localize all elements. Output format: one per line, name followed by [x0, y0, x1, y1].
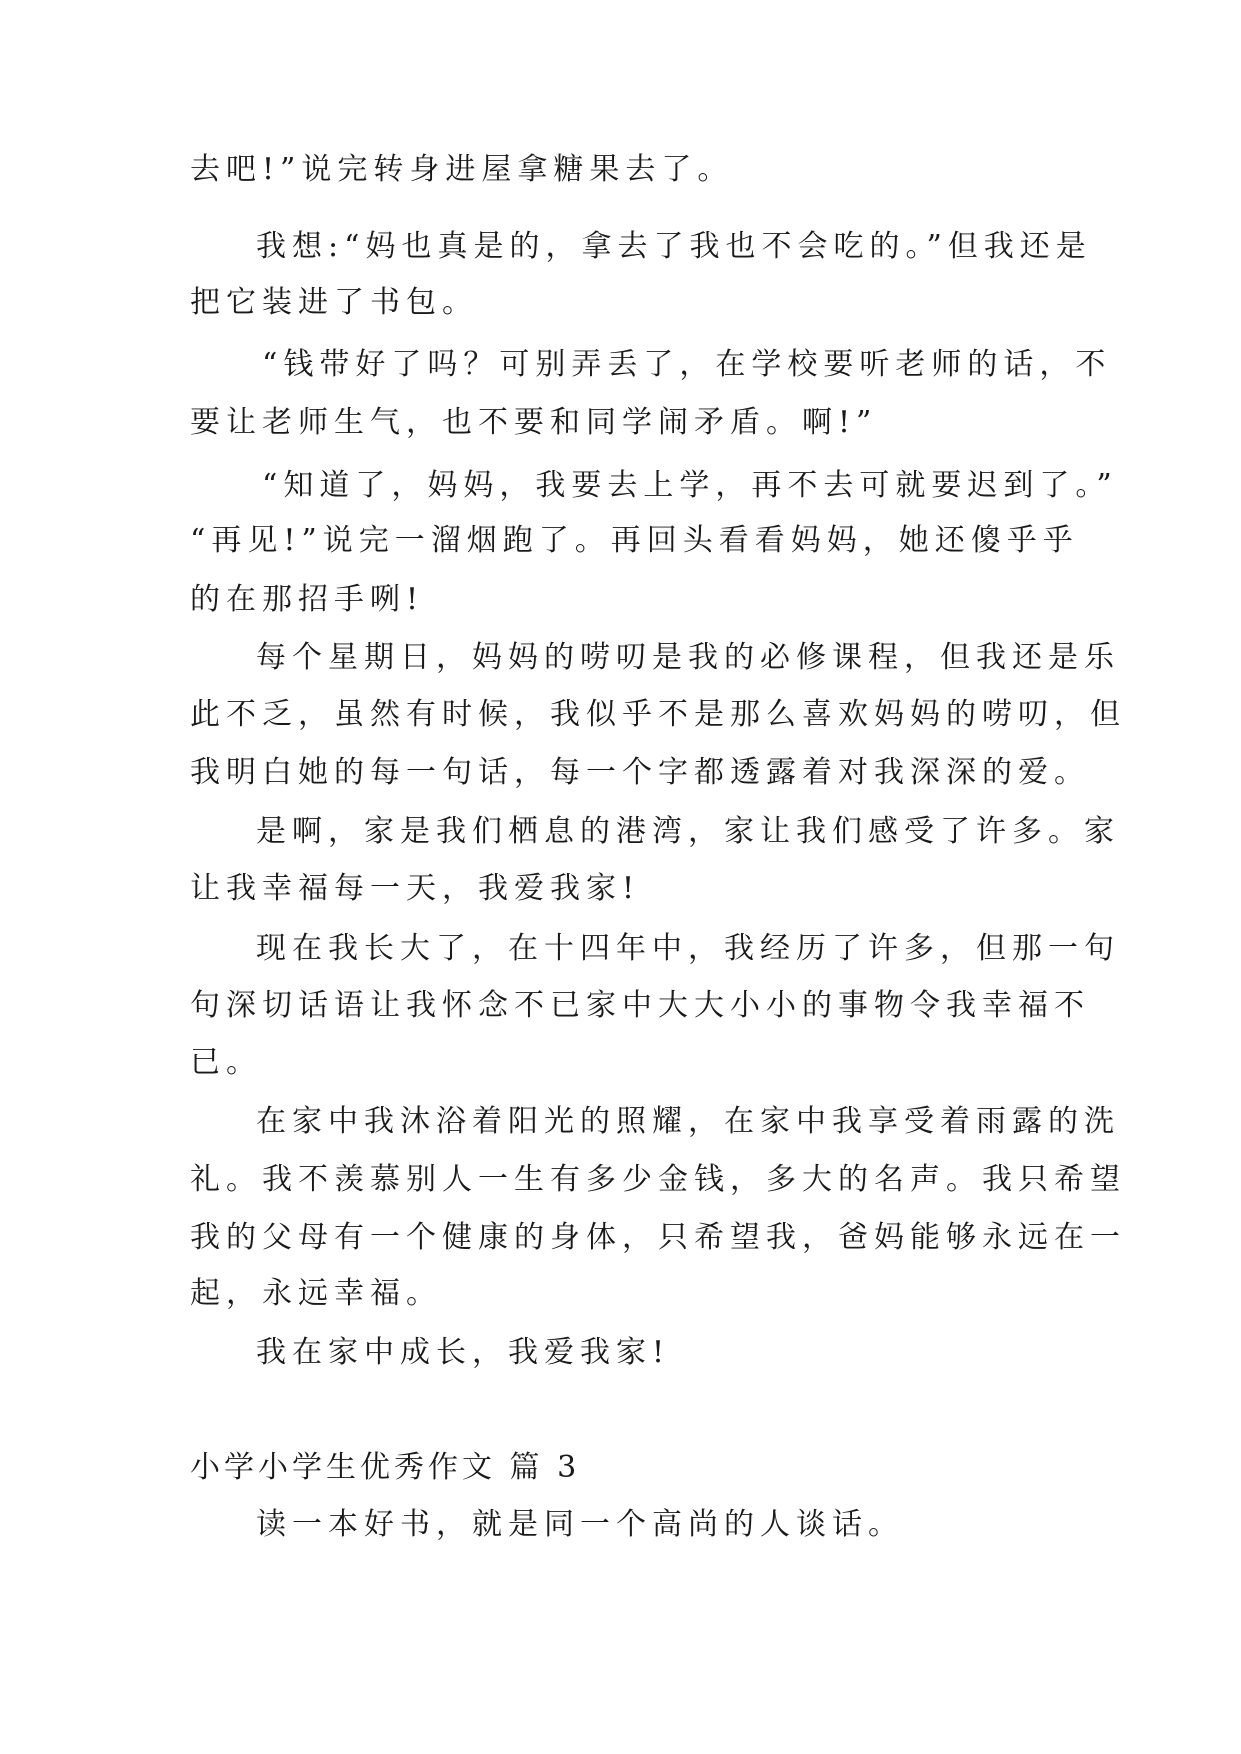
paragraph-line: 礼。我不羡慕别人一生有多少金钱，多大的名声。我只希望 [190, 1162, 1126, 1197]
paragraph-line: 的在那招手咧! [190, 582, 425, 617]
paragraph-line: 每个星期日，妈妈的唠叨是我的必修课程，但我还是乐 [256, 640, 1120, 675]
paragraph-line: 现在我长大了，在十四年中，我经历了许多，但那一句 [256, 931, 1120, 966]
paragraph-line: 要让老师生气，也不要和同学闹矛盾。啊!” [190, 405, 878, 440]
paragraph-line: 已。 [190, 1045, 262, 1080]
paragraph-line: 我明白她的每一句话，每一个字都透露着对我深深的爱。 [190, 755, 1090, 790]
paragraph-line: 此不乏，虽然有时候，我似乎不是那么喜欢妈妈的唠叨，但 [190, 697, 1126, 732]
paragraph-line: 把它装进了书包。 [190, 285, 478, 320]
paragraph-line: 去吧!”说完转身进屋拿糖果去了。 [190, 152, 734, 187]
paragraph-line: 在家中我沐浴着阳光的照耀，在家中我享受着雨露的洗 [256, 1104, 1120, 1139]
paragraph-line: 读一本好书，就是同一个高尚的人谈话。 [256, 1507, 904, 1542]
paragraph-line: “再见!”说完一溜烟跑了。再回头看看妈妈，她还傻乎乎 [190, 523, 1079, 558]
paragraph-line: “知道了，妈妈，我要去上学，再不去可就要迟到了。” [262, 468, 1118, 503]
paragraph-line: 我想:“妈也真是的，拿去了我也不会吃的。”但我还是 [256, 229, 1092, 264]
paragraph-line: 是啊，家是我们栖息的港湾，家让我们感受了许多。家 [256, 814, 1120, 849]
paragraph-line: 我的父母有一个健康的身体，只希望我，爸妈能够永远在一 [190, 1220, 1126, 1255]
paragraph-line: 句深切话语让我怀念不已家中大大小小的事物令我幸福不 [190, 988, 1090, 1023]
paragraph-line: “钱带好了吗？可别弄丢了，在学校要听老师的话，不 [262, 347, 1112, 382]
paragraph-line: 我在家中成长，我爱我家! [256, 1335, 671, 1370]
paragraph-line: 让我幸福每一天，我爱我家! [190, 871, 641, 906]
section-heading: 小学小学生优秀作文 篇 3 [190, 1450, 581, 1485]
paragraph-line: 起，永远幸福。 [190, 1276, 442, 1311]
